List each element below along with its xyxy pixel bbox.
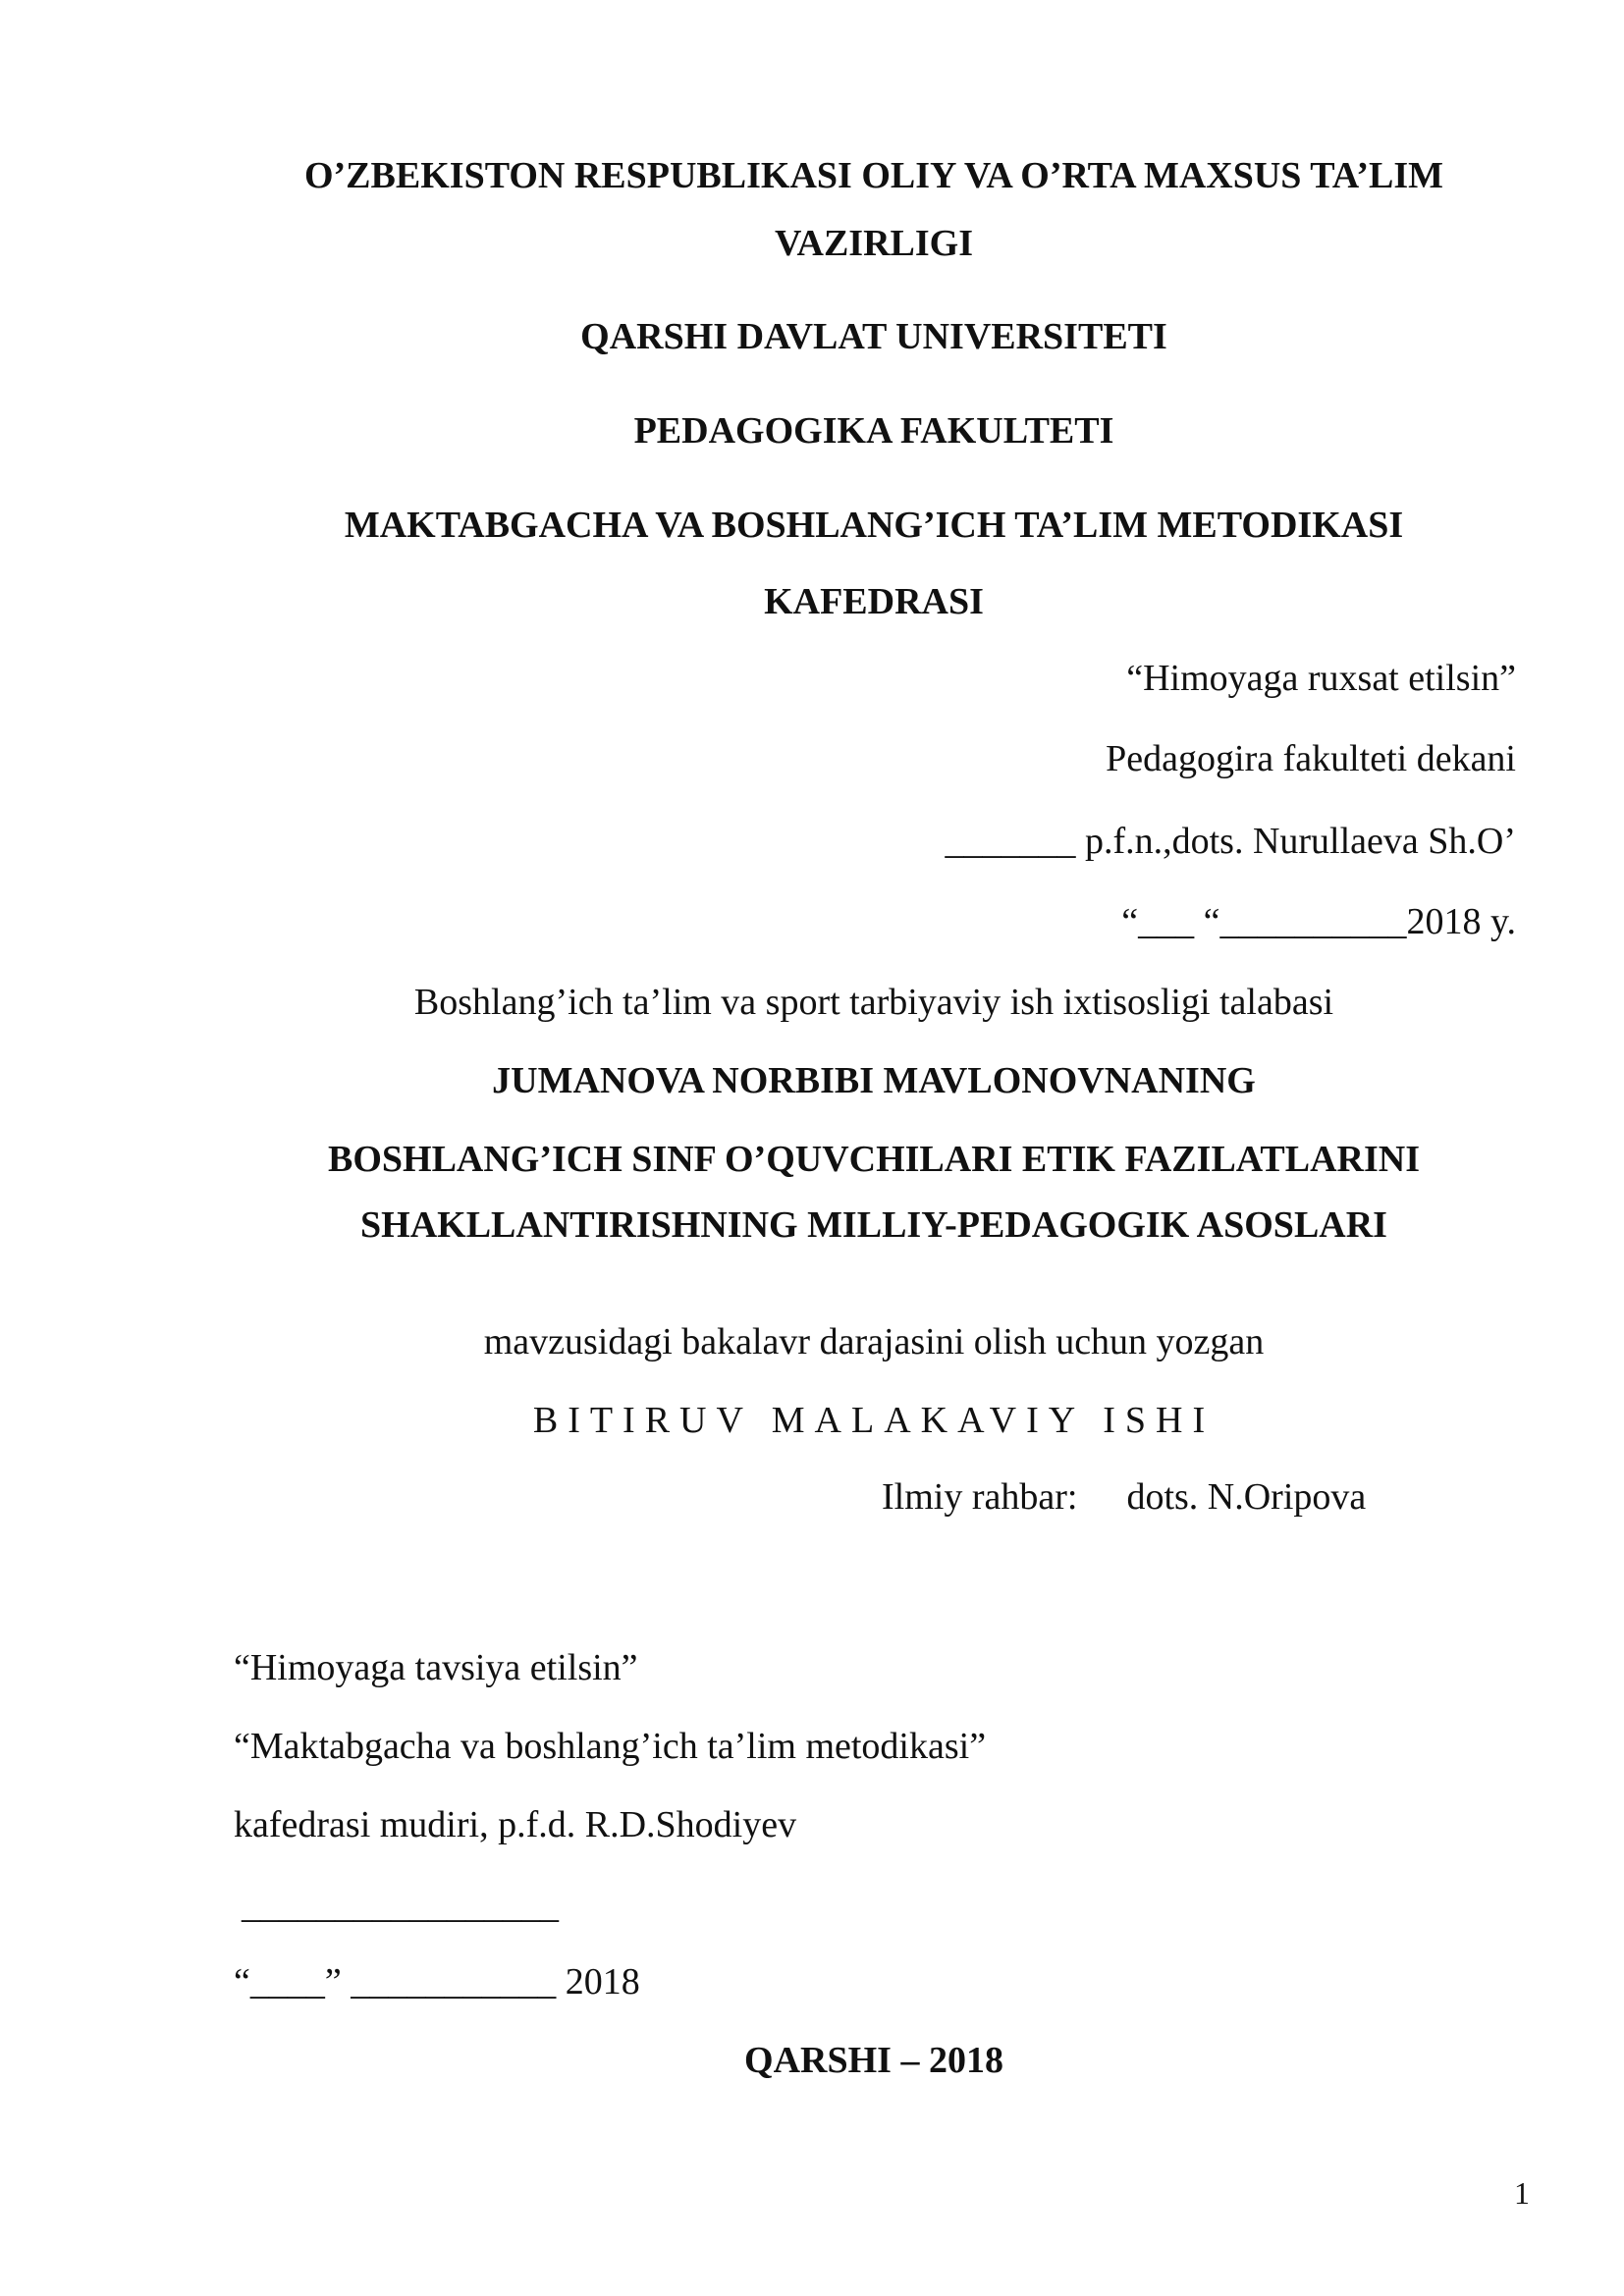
recommendation-department: “Maktabgacha va boshlang’ich ta’lim metodikasi” [234,1726,987,1767]
recommendation-date: “____” ___________ 2018 [234,1961,640,2002]
approval-signature: _______ p.f.n.,dots. Nurullaeva Sh.O’ [945,821,1516,862]
faculty-name: PEDAGOGIKA FAKULTETI [633,410,1114,452]
scientific-advisor [882,1474,1366,1520]
ministry-title-line1: O’ZBEKISTON RESPUBLIKASI OLIY VA O’RTA MAXSUS TA’LIM [303,155,1444,196]
advisor-label: Ilmiy rahbar: [882,1476,1078,1518]
student-name: JUMANOVA NORBIBI MAVLONOVNANING [492,1060,1256,1101]
ministry-title-line2: VAZIRLIGI [774,223,974,264]
city-year: QARSHI – 2018 [744,2040,1003,2081]
student-specialty-label: Boshlang’ich ta’lim va sport tarbiyaviy ish ixtisosligi talabasi [413,982,1334,1023]
advisor-name: dots. N.Oripova [1126,1476,1367,1518]
thesis-type: BITIRUV MALAKAVIY ISHI [532,1400,1216,1441]
thesis-topic-line1: BOSHLANG’ICH SINF O’QUVCHILARI ETIK FAZILATLARINI [327,1139,1421,1180]
thesis-purpose: mavzusidagi bakalavr darajasini olish uchun yozgan [483,1321,1265,1362]
university-name: QARSHI DAVLAT UNIVERSITETI [580,316,1167,357]
department-name-line1: MAKTABGACHA VA BOSHLANG’ICH TA’LIM METODIKASI [344,505,1404,546]
page-number: 1 [1514,2175,1530,2211]
approval-role: Pedagogira fakulteti dekani [1106,738,1516,779]
approval-title: “Himoyaga ruxsat etilsin” [1126,658,1516,699]
approval-date: “___ “__________2018 y. [1121,901,1516,942]
recommendation-signature: _________________ [242,1885,559,1926]
thesis-topic-line2: SHAKLLANTIRISHNING MILLIY-PEDAGOGIK ASOSLARI [360,1204,1387,1246]
department-name-line2: KAFEDRASI [764,581,984,622]
recommendation-head: kafedrasi mudiri, p.f.d. R.D.Shodiyev [234,1804,797,1845]
recommendation-title: “Himoyaga tavsiya etilsin” [234,1647,638,1688]
